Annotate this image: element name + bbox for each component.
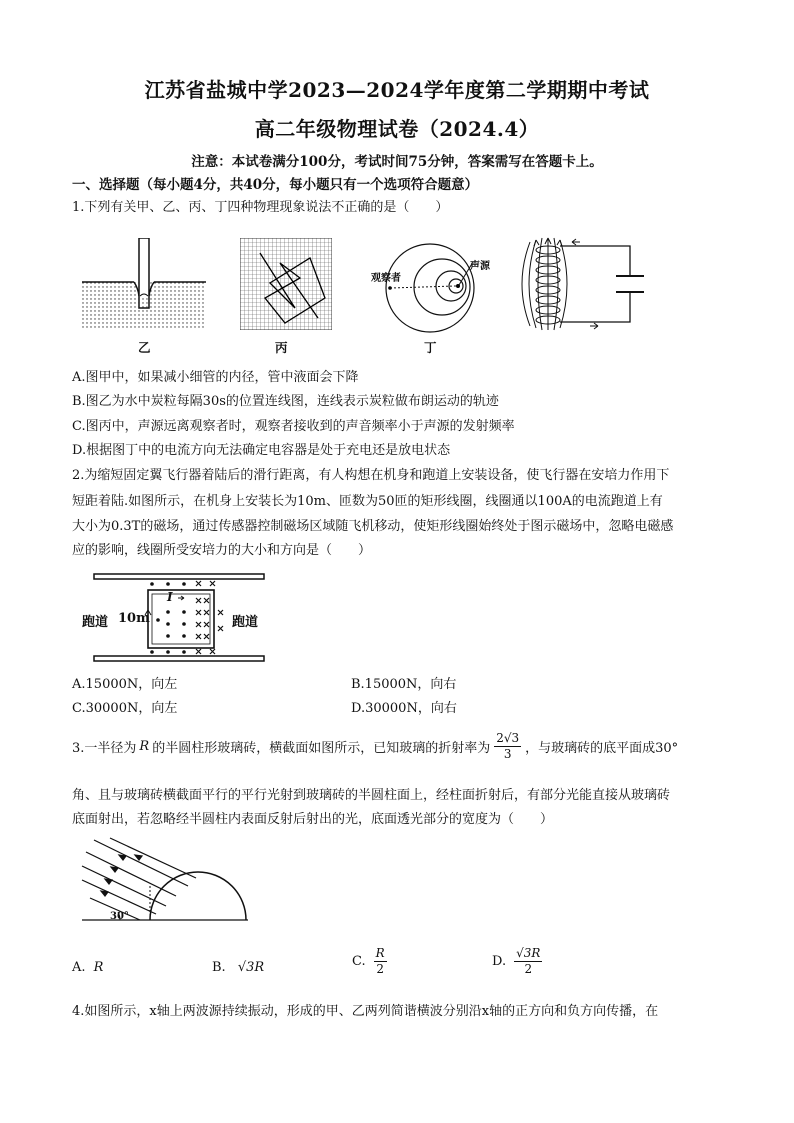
question-1-option-c: C.图丙中，声源远离观察者时，观察者接收到的声音频率小于声源的发射频率 [72, 419, 515, 434]
label-fig-bing: 丙 [275, 340, 288, 355]
exam-subtitle: 高二年级物理试卷（2024.4） [254, 117, 540, 141]
refractive-index-den: 3 [503, 747, 512, 761]
option-c-label: C. [352, 954, 366, 969]
question-2-stem-line-4: 应的影响，线圈所受安培力的大小和方向是（ ） [72, 543, 372, 558]
question-3-option-c [352, 946, 387, 977]
label-angle-30: 30° [110, 911, 129, 922]
label-fig-yi: 乙 [138, 340, 151, 355]
question-2-option-a: A.15000N，向左 [72, 677, 178, 692]
label-source: 声源 [470, 261, 490, 272]
option-b-value: √3R [237, 960, 265, 975]
question-2-option-c: C.30000N，向左 [72, 701, 178, 716]
figure-brownian [240, 238, 332, 330]
label-coil-length: 10m [118, 611, 150, 626]
question-3-stem-a: 3.一半径为 [72, 741, 137, 756]
question-2-stem-line-2: 短距着陆.如图所示，在机身上安装长为10m、匝数为50匝的矩形线圈，线圈通以100A的电流跑道上有 [72, 494, 663, 509]
option-d-num: √3R [516, 946, 541, 960]
option-d-label: D. [492, 954, 507, 969]
question-3-option-a [72, 960, 103, 975]
question-3-stem-line-2: 角、且与玻璃砖横截面平行的平行光射到玻璃砖的半圆柱面上，经柱面折射后，有部分光能直接从玻璃砖 [72, 788, 671, 803]
label-runway-left: 跑道 [82, 615, 109, 630]
option-c-den: 2 [376, 962, 384, 976]
question-2-stem-line-3: 大小为0.3T的磁场，通过传感器控制磁场区域随飞机移动，使矩形线圈始终处于图示磁场中，忽略电磁感 [72, 519, 674, 534]
question-3-option-d [492, 946, 542, 977]
option-c-num: R [375, 946, 385, 960]
question-1-stem: 1.下列有关甲、乙、丙、丁四种物理现象说法不正确的是（ ） [72, 200, 449, 215]
question-3-stem-b: 的半圆柱形玻璃砖，横截面如图所示，已知玻璃的折射率为 [152, 741, 491, 756]
figure-lc-circuit [520, 236, 655, 332]
refractive-index-fraction [494, 731, 521, 762]
question-3-option-b [212, 960, 264, 975]
exam-notice: 注意：本试卷满分100分，考试时间75分钟，答案需写在答题卡上。 [191, 154, 603, 170]
question-3-stem-line-1 [72, 731, 678, 762]
figure-capillary [82, 238, 206, 330]
question-3-stem-c: ，与玻璃砖的底平面成30° [525, 741, 679, 756]
label-observer: 观察者 [371, 273, 401, 284]
label-runway-right: 跑道 [232, 615, 259, 630]
question-2-stem-line-1: 2.为缩短固定翼飞行器着陆后的滑行距离，有人构想在机身和跑道上安装设备，使飞行器在安培力作用下 [72, 468, 670, 483]
question-2-option-b: B.15000N，向右 [351, 677, 457, 692]
section-heading: 一、选择题（每小题4分，共40分，每小题只有一个选项符合题意） [72, 177, 479, 193]
question-2-option-d: D.30000N，向右 [351, 701, 457, 716]
option-d-fraction [514, 946, 542, 977]
option-a-label: A. [72, 960, 86, 975]
figure-doppler [368, 240, 498, 334]
option-c-fraction [374, 946, 387, 977]
refractive-index-num: 2√3 [496, 731, 520, 745]
exam-title: 江苏省盐城中学2023—2024学年度第二学期期中考试 [144, 78, 650, 102]
figure-semicylinder [80, 834, 250, 928]
label-current: I [167, 590, 173, 604]
question-1-option-a: A.图甲中，如果减小细管的内径，管中液面会下降 [72, 370, 359, 385]
option-d-den: 2 [524, 962, 533, 976]
question-1-option-b: B.图乙为水中炭粒每隔30s的位置连线图，连线表示炭粒做布朗运动的轨迹 [72, 394, 499, 409]
question-3-stem-line-3: 底面射出，若忽略经半圆柱内表面反射后射出的光，底面透光部分的宽度为（ ） [72, 812, 554, 827]
question-1-option-d: D.根据图丁中的电流方向无法确定电容器是处于充电还是放电状态 [72, 443, 451, 458]
option-b-label: B. [212, 960, 226, 975]
label-fig-ding: 丁 [424, 340, 437, 355]
option-a-value: R [93, 960, 104, 975]
question-4-stem: 4.如图所示，x轴上两波源持续振动，形成的甲、乙两列简谐横波分别沿x轴的正方向和负方向传播，在 [72, 1004, 659, 1019]
question-3-var-r: R [139, 739, 150, 754]
